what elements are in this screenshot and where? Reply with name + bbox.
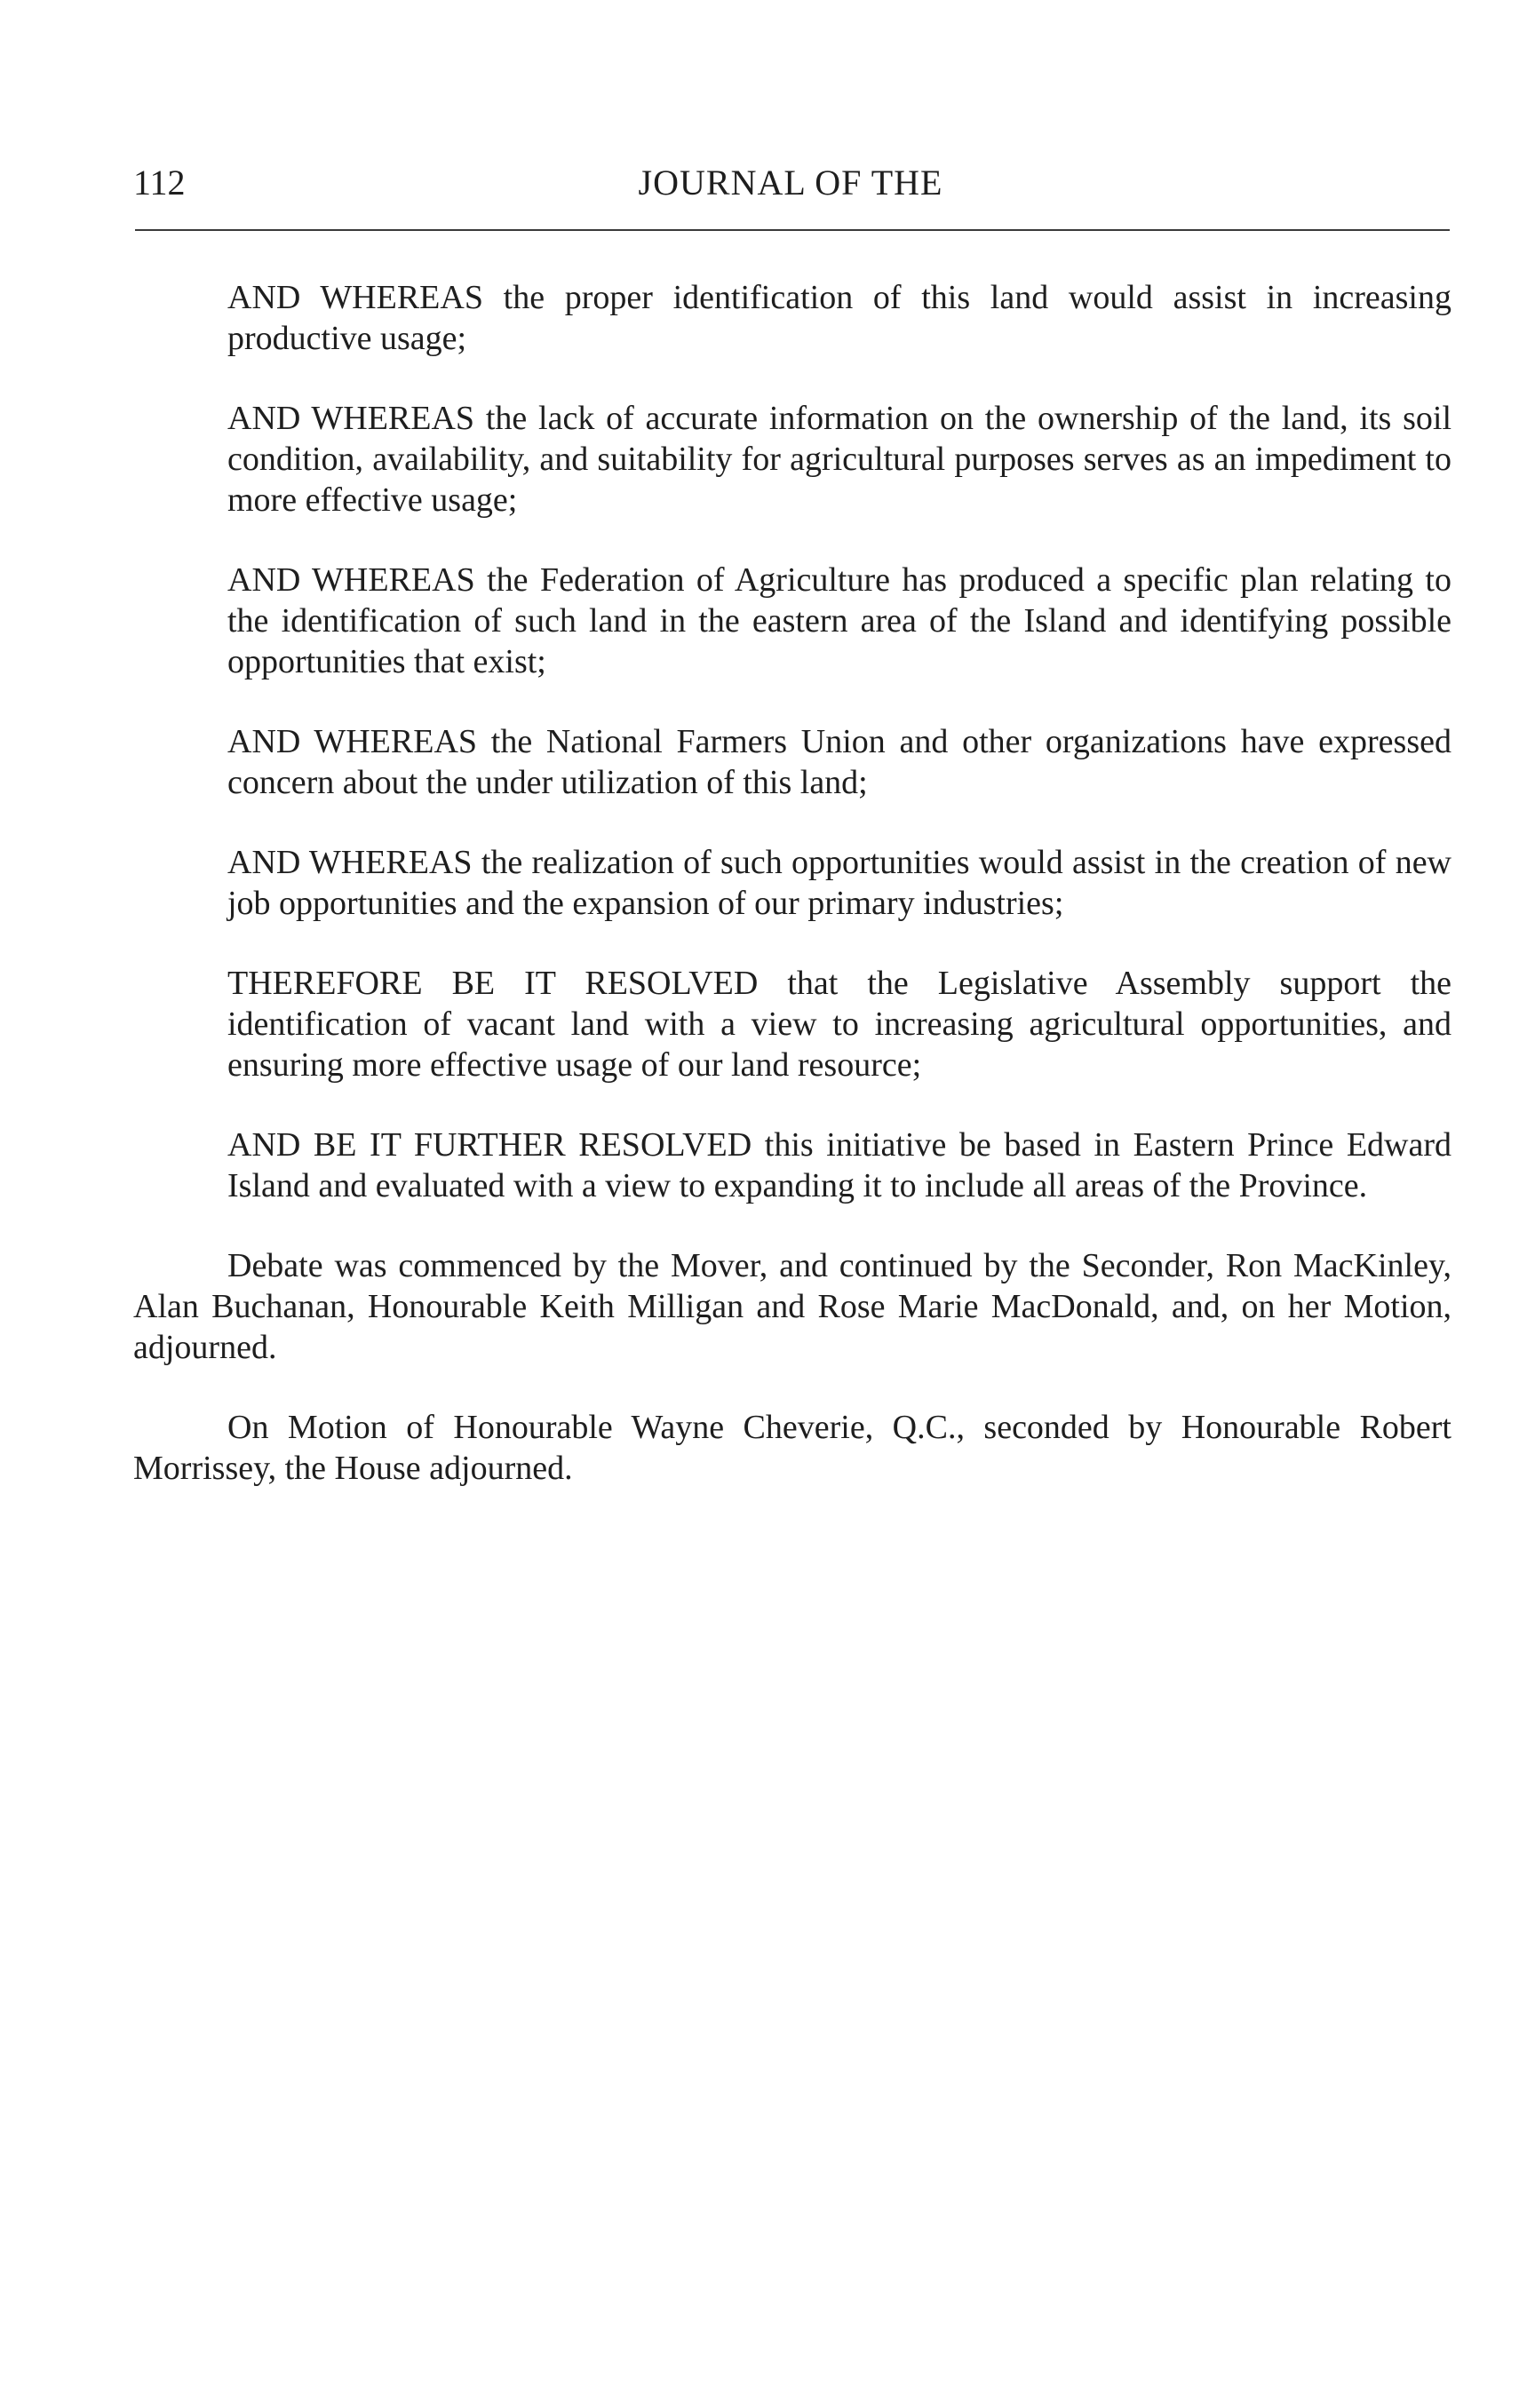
resolution-therefore-clause: THEREFORE BE IT RESOLVED that the Legislative Assembly support the identification of vacant land with a view to increasing agricultural opportunities, and ensuring more effective usage of our land resource; [227,965,1451,1084]
debate-paragraph: Debate was commenced by the Mover, and continued by the Seconder, Ron MacKinley, Alan Buchanan, Honourable Keith Milligan and Rose Marie MacDonald, and, on her Motion, adjourned. [133,1247,1451,1366]
running-title: JOURNAL OF THE [638,163,943,203]
resolution-further-clause: AND BE IT FURTHER RESOLVED this initiative be based in Eastern Prince Edward Island and evaluated with a view to expanding it to include all areas of the Province. [227,1126,1451,1204]
journal-body [133,277,1451,1528]
running-head [133,156,1448,210]
adjournment-paragraph: On Motion of Honourable Wayne Cheverie, Q.C., seconded by Honourable Robert Morrissey, the House adjourned. [133,1409,1451,1487]
resolution-clause-opportunities: AND WHEREAS the realization of such opportunities would assist in the creation of new job opportunities and the expansion of our primary industries; [227,844,1451,922]
resolution-clause-federation: AND WHEREAS the Federation of Agriculture has produced a specific plan relating to the identification of such land in the eastern area of the Island and identifying possible opportunities that exist; [227,561,1451,680]
resolution-clause-information: AND WHEREAS the lack of accurate information on the ownership of the land, its soil condition, availability, and suitability for agricultural purposes serves as an impediment to more effective usage; [227,400,1451,519]
page-number: 112 [133,163,186,203]
resolution-clause-identification: AND WHEREAS the proper identification of this land would assist in increasing productive usage; [227,279,1451,357]
resolution-clause-farmers-union: AND WHEREAS the National Farmers Union and other organizations have expressed concern about the under utilization of this land; [227,723,1451,801]
header-rule [135,229,1450,231]
